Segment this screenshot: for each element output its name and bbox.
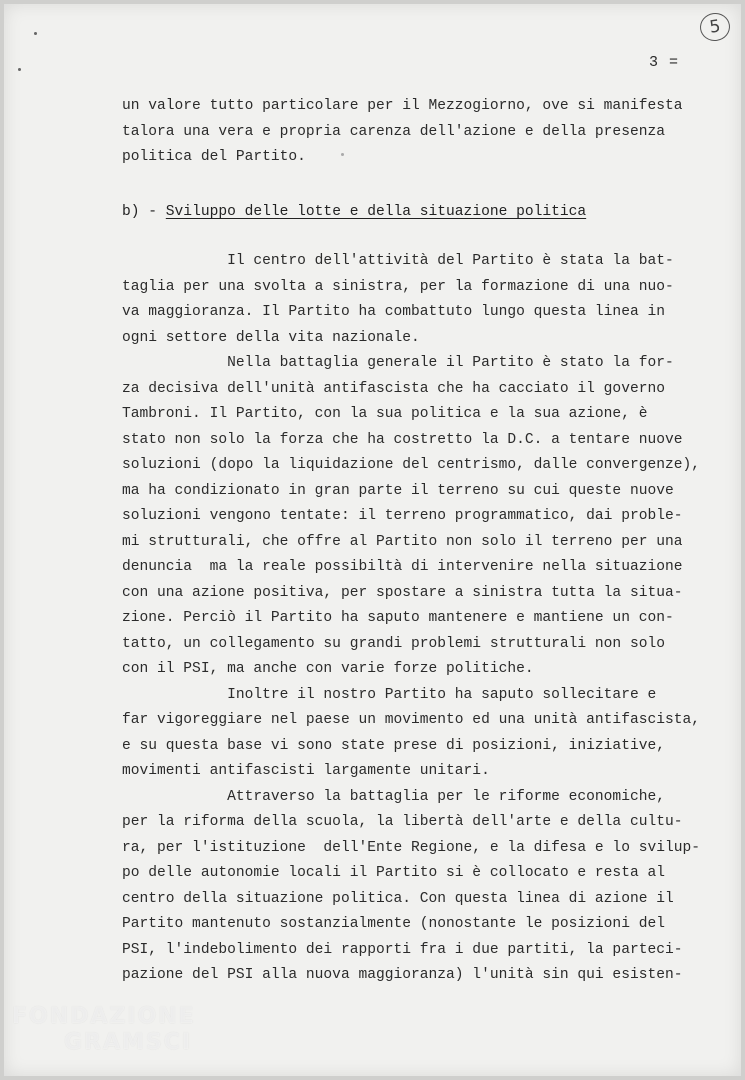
paper-speck [34, 32, 37, 35]
section-heading-prefix: b) - [122, 204, 166, 220]
paper-speck [18, 68, 21, 71]
watermark-line-1: FONDAZIONE [12, 1004, 196, 1029]
document-page [4, 4, 741, 1076]
watermark-line-2: GRAMSCI [64, 1030, 193, 1055]
archive-folio-number: 5 [698, 11, 732, 43]
main-text: Il centro dell'attività del Partito è stata la bat- taglia per una svolta a sinistra, per la formazione di una nuo- va maggioranza. Il Partito ha combattuto lungo questa linea in ogni settore della vita nazionale. Nella battaglia generale il Partito è stato la for- za decisiva dell'unità antifascista che ha cacciato il governo Tambroni. Il Partito, con la sua politica e la sua azione, è stato non solo la forza che ha costretto la D.C. a tentare nuove soluzioni (dopo la liquidazione del centrismo, dalle convergenze), ma ha condizionato in gran parte il terreno su cui queste nuove soluzioni vengono tentate: il terreno programmatico, dai proble- mi strutturali, che offre al Partito non solo il terreno per una denuncia ma la reale possibiltà di intervenire nella situazione con una azione positiva, per spostare a sinistra tutta la situa- zione. Perciò il Partito ha saputo mantenere e mantiene un con- tatto, un collegamento su grandi problemi strutturali non solo con il PSI, ma anche con varie forze politiche. Inoltre il nostro Partito ha saputo sollecitare e far vigoreggiare nel paese un movimento ed una unità antifascista, e su questa base vi sono state prese di posizioni, iniziative, movimenti antifascisti largamente unitari. Attraverso la battaglia per le riforme economiche, per la riforma della scuola, la libertà dell'arte e della cultu- ra, per l'istituzione dell'Ente Regione, e la difesa e lo svilup- po delle autonomie locali il Partito si è collocato e resta al centro della situazione politica. Con questa linea di azione il Partito mantenuto sostanzialmente (nonostante le posizioni del PSI, l'indebolimento dei rapporti fra i due partiti, la parteci- pazione del PSI alla nuova maggioranza) l'unità sin qui esisten- [122, 253, 701, 983]
section-heading [122, 200, 586, 225]
section-heading-title: Sviluppo delle lotte e della situazione politica [165, 204, 587, 220]
page-number: 3 = [649, 54, 680, 71]
paper-speck [341, 153, 344, 156]
archive-watermark-logo [12, 1004, 196, 1056]
intro-paragraph: un valore tutto particolare per il Mezzogiorno, ove si manifesta talora una vera e propria carenza dell'azione e della presenza politica del Partito. [122, 98, 683, 165]
